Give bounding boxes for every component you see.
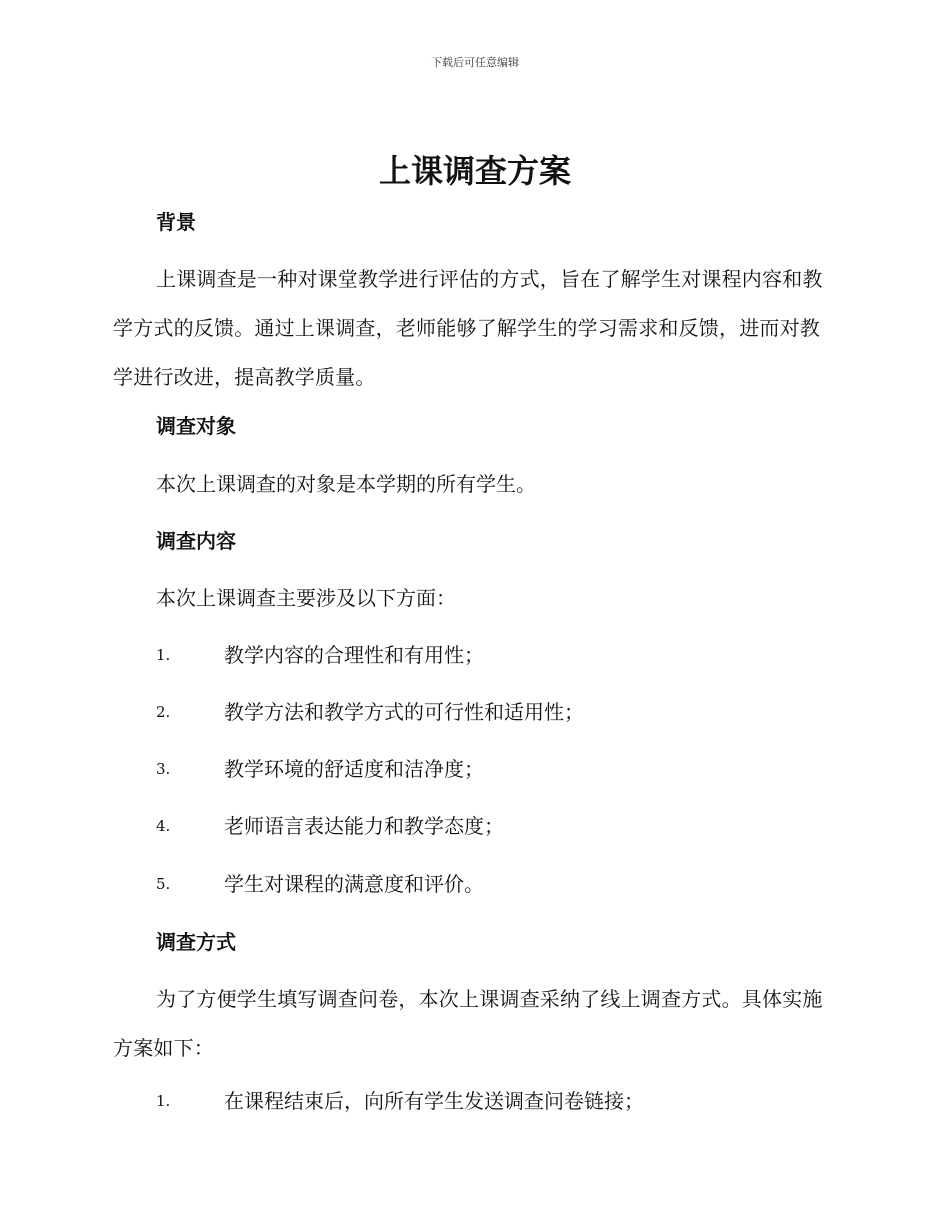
header-note: 下载后可任意编辑: [431, 56, 519, 69]
list-number: 3.: [156, 760, 171, 778]
heading-content: 调查内容: [156, 529, 236, 553]
list-text: 老师语言表达能力和教学态度；: [224, 814, 504, 838]
list-number: 5.: [156, 875, 171, 893]
paragraph-content-intro: 本次上课调查主要涉及以下方面：: [156, 586, 456, 610]
list-number: 1.: [156, 1092, 171, 1110]
list-number: 4.: [156, 817, 171, 835]
list-text: 学生对课程的满意度和评价。: [224, 872, 484, 896]
paragraph-target: 本次上课调查的对象是本学期的所有学生。: [156, 472, 536, 496]
list-text: 在课程结束后，向所有学生发送调查问卷链接；: [224, 1089, 644, 1113]
heading-background: 背景: [156, 210, 196, 234]
heading-target: 调查对象: [156, 414, 236, 438]
document-title: 上课调查方案: [378, 152, 571, 190]
list-number: 1.: [156, 646, 171, 664]
list-number: 2.: [156, 703, 171, 721]
list-text: 教学内容的合理性和有用性；: [224, 643, 484, 667]
list-text: 教学方法和教学方式的可行性和适用性；: [224, 700, 584, 724]
list-text: 教学环境的舒适度和洁净度；: [224, 757, 484, 781]
paragraph-method: 为了方便学生填写调查问卷，本次上课调查采纳了线上调查方式。具体实施方案如下：: [113, 987, 823, 1060]
heading-method: 调查方式: [156, 930, 236, 954]
paragraph-background: 上课调查是一种对课堂教学进行评估的方式，旨在了解学生对课程内容和教学方式的反馈。通过上课调查，老师能够了解学生的学习需求和反馈，进而对教学进行改进，提高教学质量。: [113, 267, 823, 389]
